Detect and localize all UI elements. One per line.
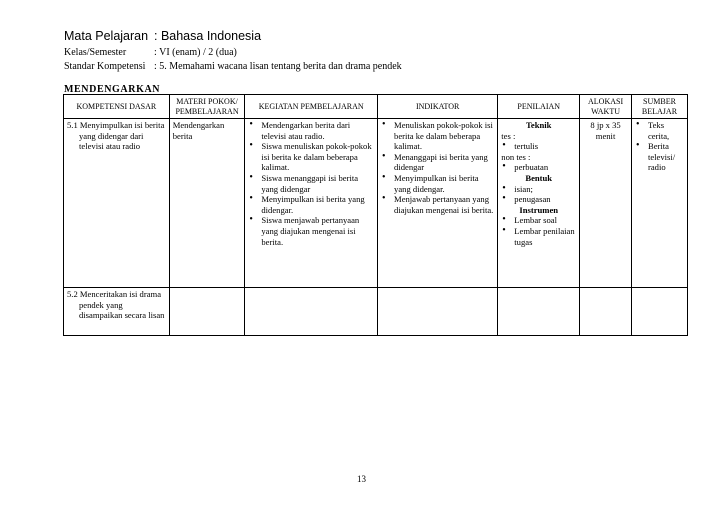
alokasi-cell: 8 jp x 35 menit [580, 119, 632, 288]
empty-cell [631, 288, 687, 336]
list-item: • Siswa menjawab pertanyaan yang diajukan mengenai isi berita. [248, 215, 374, 247]
table-header-row [64, 95, 688, 119]
standard-key: Standar Kompetensi [64, 61, 146, 72]
class-value: : VI (enam) / 2 (dua) [154, 47, 237, 58]
kd-cell [64, 119, 170, 288]
list-item: • perbuatan [501, 162, 576, 173]
list-item: • Berita televisi/ radio [635, 141, 684, 173]
list-item: • Lembar penilaian tugas [501, 226, 576, 247]
list-item: • Mendengarkan berita dari televisi atau radio. [248, 120, 374, 141]
penilaian-cell [498, 119, 580, 288]
class-key: Kelas/Semester [64, 47, 127, 58]
subject-key: Mata Pelajaran [64, 29, 149, 43]
bentuk-label: Bentuk [525, 172, 553, 183]
instrumen-label: Instrumen [519, 204, 559, 215]
nontes-label: non tes : [501, 151, 531, 162]
list-item: • Siswa menanggapi isi berita yang didengar [248, 173, 374, 194]
empty-cell [245, 288, 378, 336]
teknik-label: Teknik [525, 120, 552, 130]
materi-cell: Mendengarkan berita [169, 119, 245, 288]
list-item: • Teks cerita, [635, 120, 684, 141]
col-kegiatan: KEGIATAN PEMBELAJARAN [245, 95, 378, 119]
list-item: • penugasan [501, 194, 576, 205]
empty-cell [378, 288, 498, 336]
list-item: • Menyimpulkan isi berita yang didengar. [381, 173, 494, 194]
syllabus-table [63, 94, 688, 336]
kegiatan-cell [245, 119, 378, 288]
standard-value: : 5. Memahami wacana lisan tentang berita dan drama pendek [154, 61, 402, 72]
list-item: • tertulis [501, 141, 576, 152]
list-item: • Menjawab pertanyaan yang diajukan mengenai isi berita. [381, 194, 494, 215]
list-item: • isian; [501, 184, 576, 195]
standard-line [64, 61, 402, 73]
col-indikator: INDIKATOR [378, 95, 498, 119]
col-sumber: SUMBER BELAJAR [631, 95, 687, 119]
list-item: • Menyimpulkan isi berita yang didengar. [248, 194, 374, 215]
col-alokasi: ALOKASI WAKTU [580, 95, 632, 119]
subject-line [64, 30, 261, 42]
table-row [64, 288, 688, 336]
indikator-cell [378, 119, 498, 288]
col-kompetensi: KOMPETENSI DASAR [64, 95, 170, 119]
kd-text: 5.1 Menyimpulkan isi berita yang didengar dari televisi atau radio [67, 120, 165, 152]
page-number: 13 [357, 474, 366, 484]
subject-value: : Bahasa Indonesia [154, 29, 262, 43]
list-item: • Siswa menuliskan pokok-pokok isi berita ke dalam beberapa kalimat. [248, 141, 374, 173]
tes-label: tes : [501, 130, 516, 141]
section-title: MENDENGARKAN [64, 84, 161, 95]
col-penilaian: PENILAIAN [498, 95, 580, 119]
class-line [64, 47, 237, 59]
empty-cell [580, 288, 632, 336]
empty-cell [498, 288, 580, 336]
table-row [64, 119, 688, 288]
col-materi: MATERI POKOK/ PEMBELAJARAN [169, 95, 245, 119]
empty-cell [169, 288, 245, 336]
sumber-cell [631, 119, 687, 288]
list-item: • Lembar soal [501, 215, 576, 226]
kd-text: 5.2 Menceritakan isi drama pendek yang disampaikan secara lisan [67, 289, 165, 321]
list-item: • Menuliskan pokok-pokok isi berita ke dalam beberapa kalimat. [381, 120, 494, 152]
kd-cell [64, 288, 170, 336]
list-item: • Menanggapi isi berita yang didengar [381, 152, 494, 173]
